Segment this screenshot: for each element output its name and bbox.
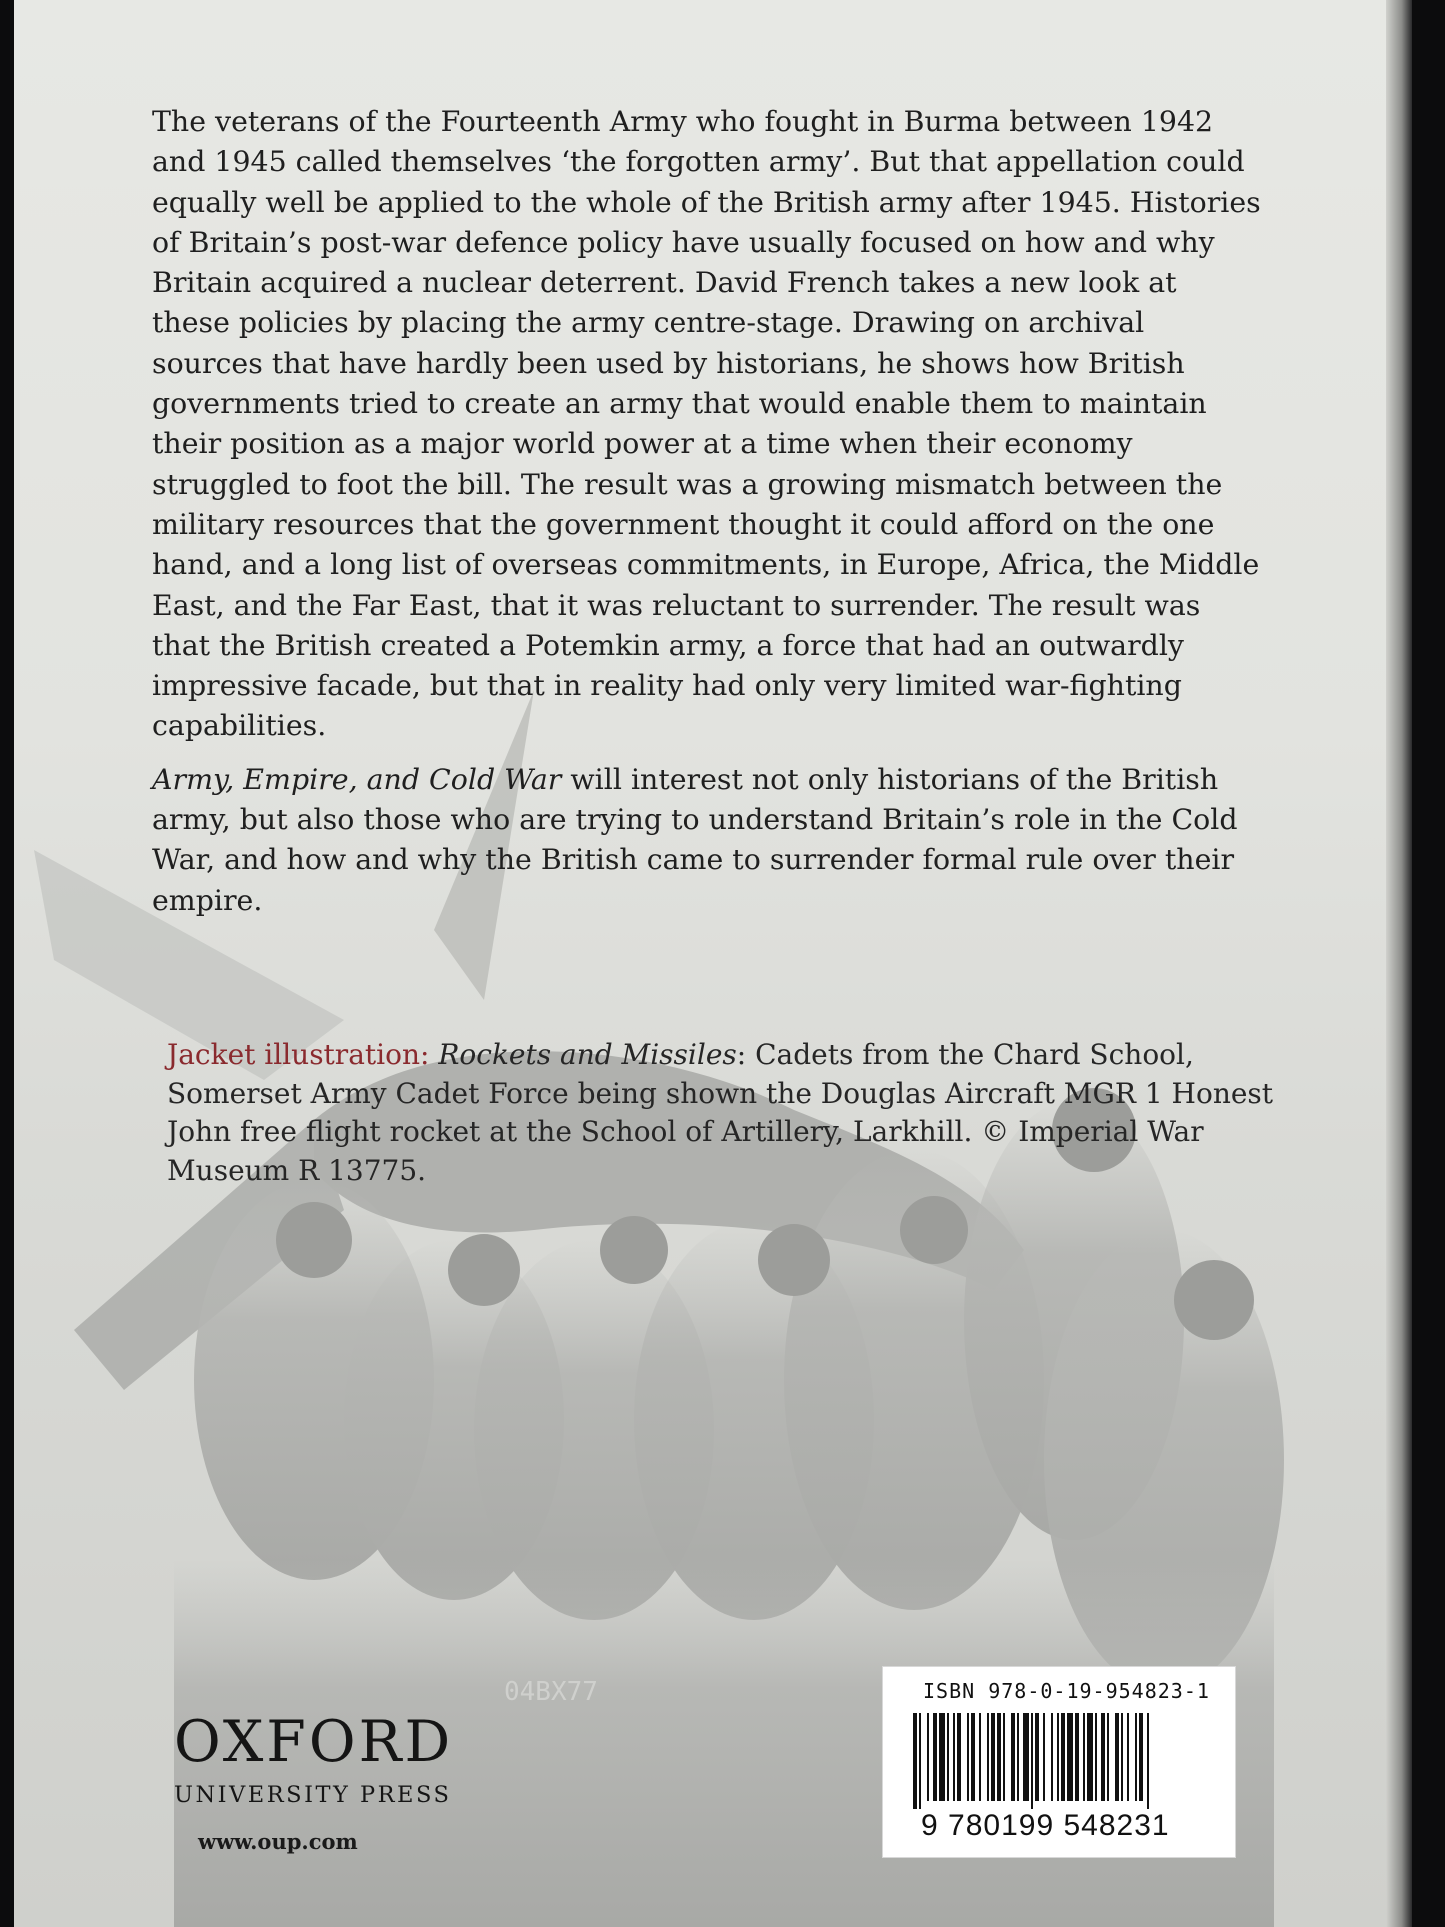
barcode-bar xyxy=(953,1713,955,1801)
isbn-barcode-box xyxy=(882,1666,1236,1858)
blurb-paragraph-1: The veterans of the Fourteenth Army who fought in Burma between 1942 and 1945 called themselves ‘the forgotten army’. But that appellation could equally well be applied to the whole of the British army after 1945. Histories of Britain’s post-war defence policy have usually focused on how and why Britain acquired a nuclear deterrent. David French takes a new look at these policies by placing the army centre-stage. Drawing on archival sources that have hardly been used by historians, he shows how British governments tried to create an army that would enable them to maintain their position as a major world power at a time when their economy struggled to foot the bill. The result was a growing mismatch between the military resources that the government thought it could afford on the one hand, and a long list of overseas commitments, in Europe, Africa, the Middle East, and the Far East, that it was reluctant to surrender. The result was that the British created a Potemkin army, a force that had an outwardly impressive facade, but that in reality had only very limited war-fighting capabilities. xyxy=(152,105,1261,743)
back-cover-blurb xyxy=(152,102,1262,921)
barcode-bar xyxy=(1101,1713,1105,1801)
barcode-bar xyxy=(1031,1713,1033,1809)
barcode-bar xyxy=(1051,1713,1053,1801)
barcode-bar xyxy=(1107,1713,1109,1801)
barcode-bar xyxy=(1043,1713,1045,1801)
barcode-bar xyxy=(933,1713,937,1801)
barcode-bar xyxy=(991,1713,995,1801)
barcode-bar xyxy=(971,1713,975,1801)
barcode-bar xyxy=(927,1713,929,1801)
barcode-bar xyxy=(1135,1713,1137,1801)
barcode-digits: 9 780199 548231 xyxy=(921,1809,1170,1842)
barcode-bar xyxy=(1067,1713,1073,1801)
barcode-bar xyxy=(1147,1713,1149,1809)
barcode-bar xyxy=(967,1713,969,1801)
book-back-cover xyxy=(14,0,1386,1927)
barcode-bar xyxy=(1017,1713,1019,1801)
barcode-bar xyxy=(1121,1713,1123,1801)
barcode-bar xyxy=(987,1713,989,1801)
jacket-illustration-title: Rockets and Missiles xyxy=(438,1038,737,1071)
barcode-bar xyxy=(1127,1713,1129,1801)
barcode-bar xyxy=(1061,1713,1065,1801)
blurb-paragraph-2 xyxy=(152,760,1262,921)
blurb-paragraph-2-text: will interest not only historians of the British army, but also those who are trying to understand Britain’s role in the Cold War, and how and why the British came to surrender formal rule over their empire. xyxy=(152,762,1238,917)
jacket-illustration-text: : Cadets from the Chard School, Somerset Army Cadet Force being shown the Douglas Aircraft MGR 1 Honest John free flight rocket at the School of Artillery, Larkhill. © Imperial War Museum R 13775. xyxy=(167,1038,1274,1187)
barcode-bar xyxy=(1115,1713,1119,1801)
oxford-university-press-logo xyxy=(174,1709,454,1808)
barcode-bar xyxy=(997,1713,1001,1801)
barcode-bar xyxy=(1139,1713,1143,1801)
barcode-bar xyxy=(1095,1713,1097,1801)
barcode-bar xyxy=(913,1713,917,1809)
barcode-bar xyxy=(1035,1713,1039,1801)
barcode-bar xyxy=(1023,1713,1029,1801)
jacket-illustration-credit xyxy=(167,1036,1277,1190)
jacket-illustration-label: Jacket illustration: xyxy=(167,1038,439,1071)
book-title-italic: Army, Empire, and Cold War xyxy=(152,762,562,796)
publisher-website: www.oup.com xyxy=(198,1829,358,1854)
isbn-label: ISBN 978-0-19-954823-1 xyxy=(923,1679,1210,1703)
barcode-bar xyxy=(919,1713,921,1809)
barcode-bar xyxy=(939,1713,945,1801)
publisher-subtitle: UNIVERSITY PRESS xyxy=(174,1782,452,1808)
barcode-bar xyxy=(1083,1713,1085,1801)
barcode-bar xyxy=(957,1713,961,1801)
rocket-marking-text: 04BX77 xyxy=(504,1677,598,1707)
barcode-bar xyxy=(979,1713,981,1801)
book-spine-edge xyxy=(1386,0,1412,1927)
publisher-name: OXFORD xyxy=(174,1709,454,1775)
barcode-bar xyxy=(1011,1713,1015,1801)
barcode-bar xyxy=(947,1713,949,1801)
barcode-bar xyxy=(1057,1713,1059,1801)
barcode-bar xyxy=(1075,1713,1079,1801)
barcode-graphic xyxy=(913,1713,1205,1809)
barcode-bar xyxy=(1003,1713,1005,1801)
barcode-bar xyxy=(1087,1713,1093,1801)
